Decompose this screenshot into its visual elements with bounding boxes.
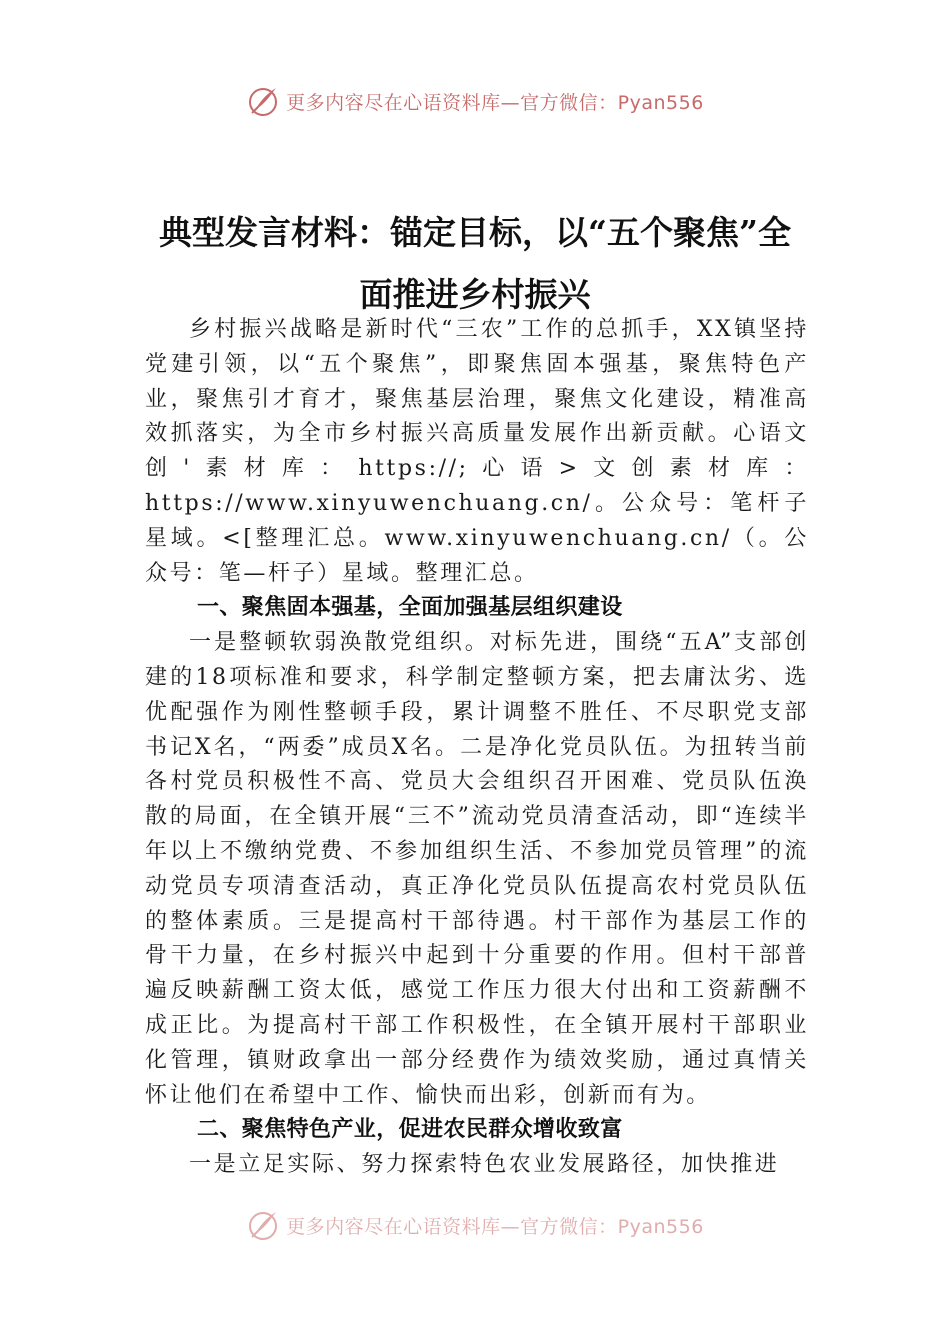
section-heading-2: 二、聚焦特色产业，促进农民群众增收致富 <box>197 1117 623 1143</box>
quill-logo-icon <box>246 84 280 118</box>
intro-paragraph: 乡村振兴战略是新时代“三农”工作的总抓手，XX镇坚持党建引领，以“五个聚焦”，即聚焦固本强基，聚焦特色产业，聚焦引才育才，聚焦基层治理，聚焦文化建设，精准高效抓落实，为全市乡村振兴高质量发展作出新贡献。心语文创'素材库：https://;心语>文创素材库：https://www.xinyuwenchuang.cn/。公众号：笔杆子星域。<[整理汇总。www.xinyuwenchuang.cn/（。公众号：笔—杆子）星域。整理汇总。 <box>145 317 809 586</box>
document-body <box>145 313 809 1183</box>
section-paragraph-1: 一是整顿软弱涣散党组织。对标先进，围绕“五A”支部创建的18项标准和要求，科学制定整顿方案，把去庸汰劣、选优配强作为刚性整顿手段，累计调整不胜任、不尽职党支部书记X名，“两委”成员X名。二是净化党员队伍。为扭转当前各村党员积极性不高、党员大会组织召开困难、党员队伍涣散的局面，在全镇开展“三不”流动党员清查活动，即“连续半年以上不缴纳党费、不参加组织生活、不参加党员管理”的流动党员专项清查活动，真正净化党员队伍提高农村党员队伍的整体素质。三是提高村干部待遇。村干部作为基层工作的骨干力量，在乡村振兴中起到十分重要的作用。但村干部普遍反映薪酬工资太低，感觉工作压力很大付出和工资薪酬不成正比。为提高村干部工作积极性，在全镇开展村干部职业化管理，镇财政拿出一部分经费作为绩效奖励，通过真情关怀让他们在希望中工作、愉快而出彩，创新而有为。 <box>145 630 809 1108</box>
quill-logo-icon <box>246 1208 280 1242</box>
watermark-text: 更多内容尽在心语资料库—官方微信：Pyan556 <box>286 91 704 114</box>
section-paragraph-2: 一是立足实际、努力探索特色农业发展路径，加快推进 <box>189 1152 780 1178</box>
document-title: 典型发言材料：锚定目标，以“五个聚焦”全面推进乡村振兴 <box>159 213 791 315</box>
watermark-header <box>0 84 950 118</box>
section-heading-1: 一、聚焦固本强基，全面加强基层组织建设 <box>197 595 623 621</box>
watermark-text: 更多内容尽在心语资料库—官方微信：Pyan556 <box>286 1215 704 1238</box>
watermark-footer <box>0 1208 950 1242</box>
